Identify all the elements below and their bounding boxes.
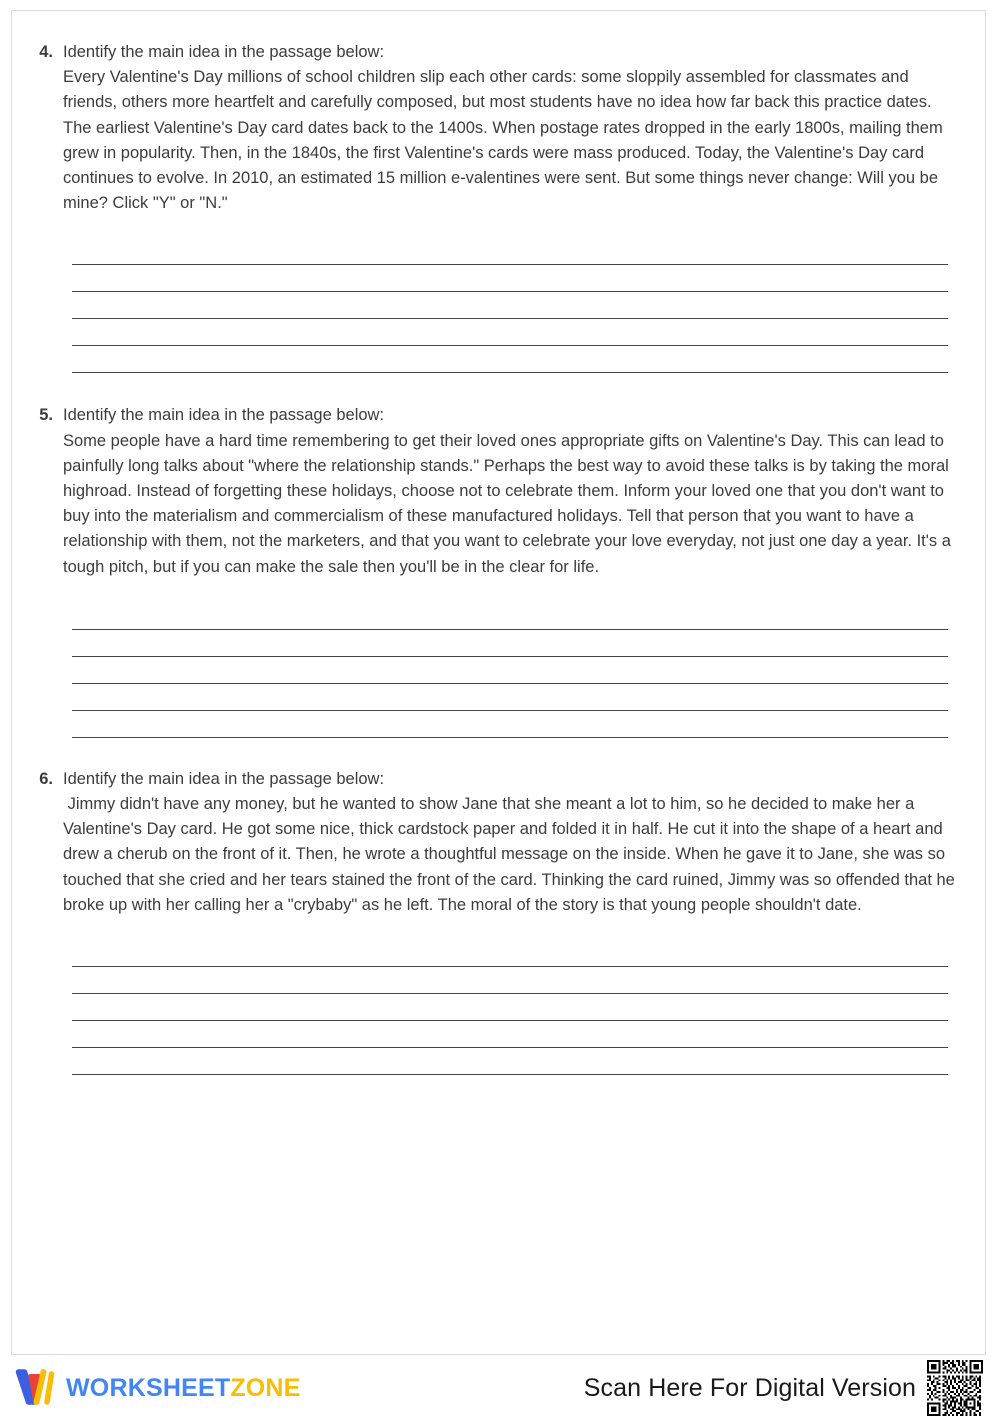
worksheet-zone-logo-icon	[14, 1368, 56, 1408]
worksheet-zone-logo[interactable]	[14, 1368, 301, 1408]
page-footer	[0, 1362, 1000, 1414]
answer-line[interactable]	[72, 1048, 948, 1075]
answer-line[interactable]	[72, 319, 948, 346]
question-4-number: 4.	[39, 43, 53, 61]
answer-line[interactable]	[72, 684, 948, 711]
answer-line[interactable]	[72, 346, 948, 373]
qr-code-icon	[927, 1360, 983, 1416]
answer-line[interactable]	[72, 994, 948, 1021]
brand-zone-text: ZONE	[230, 1373, 301, 1402]
worksheet-content	[11, 10, 986, 1355]
answer-line[interactable]	[72, 967, 948, 994]
question-block-6	[33, 767, 964, 1075]
answer-line[interactable]	[72, 711, 948, 738]
answer-lines-5[interactable]	[72, 603, 948, 738]
question-6-number: 6.	[39, 769, 53, 788]
answer-line[interactable]	[72, 940, 948, 967]
question-4-body	[63, 40, 964, 216]
answer-line[interactable]	[72, 1021, 948, 1048]
question-block-4	[33, 40, 964, 373]
question-6-prompt: Identify the main idea in the passage below:	[63, 769, 385, 788]
answer-lines-4[interactable]	[72, 238, 948, 373]
question-6-body	[63, 767, 964, 918]
question-6-passage: Jimmy didn't have any money, but he wanted to show Jane that she meant a lot to him, so he decided to make her a Valentine's Day card. He got some nice, thick cardstock paper and folded it in half. He cut it into the shape of a heart and drew a cherub on the front of it. Then, he wrote a thoughtful message on the inside. When he gave it to Jane, she was so touched that she cried and her tears stained the front of the card. Thinking the card ruined, Jimmy was so offended that he broke up with her calling her a "crybaby" as he left. The moral of the story is that young people shouldn't date.	[63, 795, 960, 914]
answer-lines-6[interactable]	[72, 940, 948, 1075]
answer-line[interactable]	[72, 630, 948, 657]
qr-code-container[interactable]	[924, 1357, 986, 1419]
question-5-number: 5.	[39, 406, 53, 425]
question-5-passage: Some people have a hard time remembering to get their loved ones appropriate gifts on Valentine's Day. This can lead to painfully long talks about "where the relationship stands." Perhaps the best way to avoid these talks is by taking the moral highroad. Instead of forgetting these holidays, choose not to celebrate them. Inform your loved one that you don't want to buy into the materialism and commercialism of these manufactured holidays. Tell that person that you want to have a relationship with them, not the marketers, and that you want to celebrate your love everyday, not just one day a year. It's a tough pitch, but if you can make the sale then you'll be in the clear for life.	[63, 431, 956, 576]
scan-section	[584, 1357, 986, 1419]
answer-line[interactable]	[72, 657, 948, 684]
question-block-5	[33, 403, 964, 737]
question-5-head	[33, 403, 964, 579]
brand-wordmark	[66, 1373, 301, 1402]
question-6-head	[33, 767, 964, 918]
question-5-prompt: Identify the main idea in the passage below:	[63, 406, 385, 425]
answer-line[interactable]	[72, 238, 948, 265]
answer-line[interactable]	[72, 265, 948, 292]
answer-line[interactable]	[72, 292, 948, 319]
question-4-head	[33, 40, 964, 216]
question-4-passage: Every Valentine's Day millions of school children slip each other cards: some sloppily assembled for classmates and friends, others more heartfelt and carefully composed, but most students have no idea how far back this practice dates. The earliest Valentine's Day card dates back to the 1400s. When postage rates dropped in the early 1800s, mailing them grew in popularity. Then, in the 1840s, the first Valentine's cards were mass produced. Today, the Valentine's Day card continues to evolve. In 2010, an estimated 15 million e-valentines were sent. But some things never change: Will you be mine? Click "Y" or "N."	[63, 68, 948, 213]
question-5-body	[63, 403, 964, 579]
brand-worksheet-text: WORKSHEET	[66, 1373, 231, 1402]
answer-line[interactable]	[72, 603, 948, 630]
question-4-prompt: Identify the main idea in the passage below:	[63, 43, 385, 61]
scan-here-label: Scan Here For Digital Version	[583, 1373, 916, 1402]
